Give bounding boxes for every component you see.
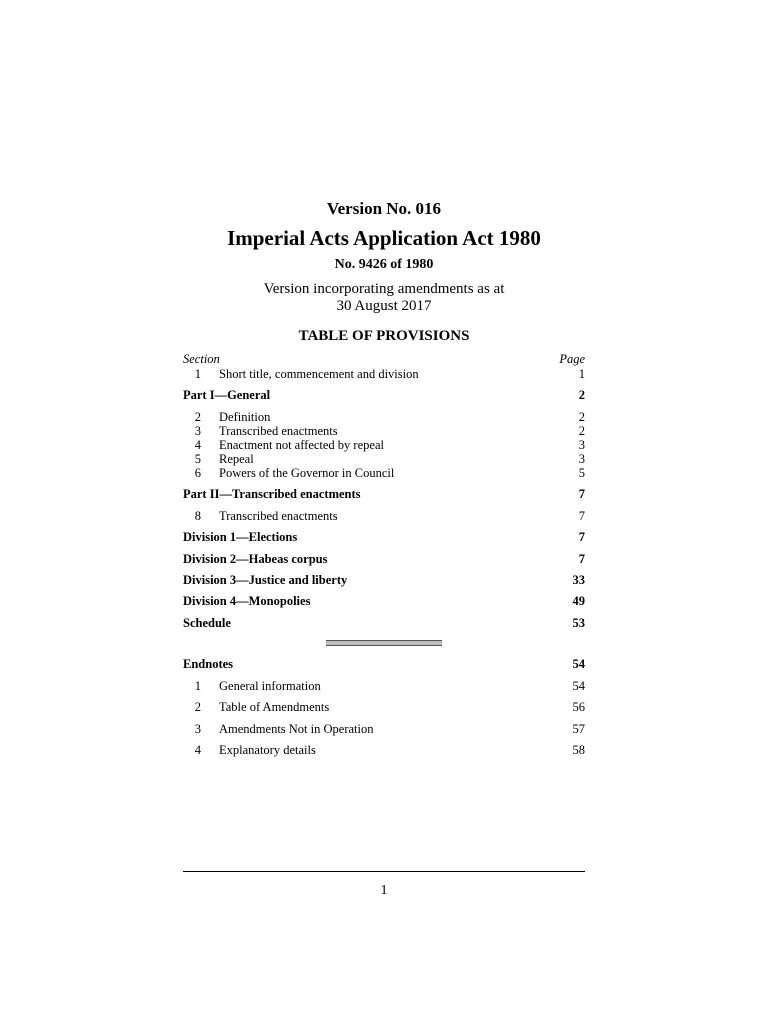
toc-entry[interactable] [183, 366, 585, 382]
incorporation-notice [0, 281, 768, 315]
toc-division-heading[interactable] [183, 529, 585, 545]
toc-entry-page: 2 [578, 410, 585, 424]
page-number: 1 [380, 883, 388, 898]
toc-entry[interactable] [183, 465, 585, 481]
toc-division-heading[interactable] [183, 572, 585, 588]
incorporation-line-1: Version incorporating amendments as at [263, 281, 505, 297]
toc-schedule-label: Schedule [183, 616, 231, 630]
toc-entry-label: Powers of the Governor in Council [219, 466, 395, 480]
toc-part-label: Part I—General [183, 388, 271, 402]
toc-part-page: 7 [578, 487, 585, 501]
toc-division-label: Division 4—Monopolies [183, 594, 311, 608]
toc-entry-number: 2 [194, 410, 201, 424]
toc-division-page: 7 [578, 530, 585, 544]
toc-entry-label: Definition [219, 410, 271, 424]
endnote-entry[interactable] [183, 699, 585, 715]
toc-entry-number: 3 [194, 424, 201, 438]
endnote-number: 3 [194, 722, 201, 736]
toc-entry-number: 5 [194, 452, 201, 466]
toc-entry-page: 7 [578, 509, 585, 523]
toc-endnotes-heading[interactable] [183, 656, 585, 672]
incorporation-date: 30 August 2017 [336, 298, 432, 314]
toc-part-label: Part II—Transcribed enactments [183, 487, 361, 501]
page-column-header: Page [559, 352, 585, 366]
toc-division-heading[interactable] [183, 593, 585, 609]
endnote-label: Table of Amendments [219, 700, 330, 714]
endnote-label: Explanatory details [219, 743, 316, 757]
section-column-header: Section [183, 352, 220, 366]
toc-entry-page: 3 [578, 452, 585, 466]
toc-entry-number: 6 [194, 466, 201, 480]
toc-entry-label: Transcribed enactments [219, 424, 338, 438]
endnote-page: 56 [572, 700, 585, 714]
toc-division-label: Division 2—Habeas corpus [183, 552, 328, 566]
toc-division-page: 49 [572, 594, 585, 608]
toc-column-headers [183, 351, 585, 367]
toc-entry[interactable] [183, 508, 585, 524]
endnote-page: 58 [572, 743, 585, 757]
toc-entry-page: 1 [578, 367, 585, 381]
toc-part-page: 2 [578, 388, 585, 402]
toc-schedule-heading[interactable] [183, 615, 585, 631]
endnote-entry[interactable] [183, 678, 585, 694]
act-title: Imperial Acts Application Act 1980 [227, 226, 541, 250]
section-divider [326, 640, 442, 646]
toc-division-heading[interactable] [183, 551, 585, 567]
footer-rule [183, 871, 585, 872]
endnote-label: Amendments Not in Operation [219, 722, 374, 736]
toc-entry-page: 2 [578, 424, 585, 438]
toc-division-page: 33 [572, 573, 585, 587]
toc-entry-label: Transcribed enactments [219, 509, 338, 523]
toc-entry-label: Repeal [219, 452, 254, 466]
toc-division-label: Division 1—Elections [183, 530, 298, 544]
toc-endnotes-label: Endnotes [183, 657, 234, 671]
toc-entry-label: Enactment not affected by repeal [219, 438, 384, 452]
toc-entry-label: Short title, commencement and division [219, 367, 419, 381]
act-number: No. 9426 of 1980 [334, 257, 434, 272]
toc-part-heading[interactable] [183, 486, 585, 502]
endnote-entry[interactable] [183, 742, 585, 758]
endnote-label: General information [219, 679, 321, 693]
endnote-number: 2 [194, 700, 201, 714]
toc-entry-page: 5 [578, 466, 585, 480]
toc-entry-number: 8 [194, 509, 201, 523]
toc-entry-page: 3 [578, 438, 585, 452]
endnote-page: 54 [572, 679, 585, 693]
endnote-number: 4 [194, 743, 201, 757]
toc-division-page: 7 [578, 552, 585, 566]
toc-division-label: Division 3—Justice and liberty [183, 573, 348, 587]
toc-endnotes-page: 54 [572, 657, 585, 671]
toc-entry-number: 1 [194, 367, 201, 381]
endnote-entry[interactable] [183, 721, 585, 737]
toc-entry-number: 4 [194, 438, 201, 452]
endnote-number: 1 [194, 679, 201, 693]
toc-heading: TABLE OF PROVISIONS [298, 328, 470, 344]
toc-part-heading[interactable] [183, 387, 585, 403]
version-number: Version No. 016 [326, 199, 442, 218]
endnote-page: 57 [572, 722, 585, 736]
toc-schedule-page: 53 [572, 616, 585, 630]
